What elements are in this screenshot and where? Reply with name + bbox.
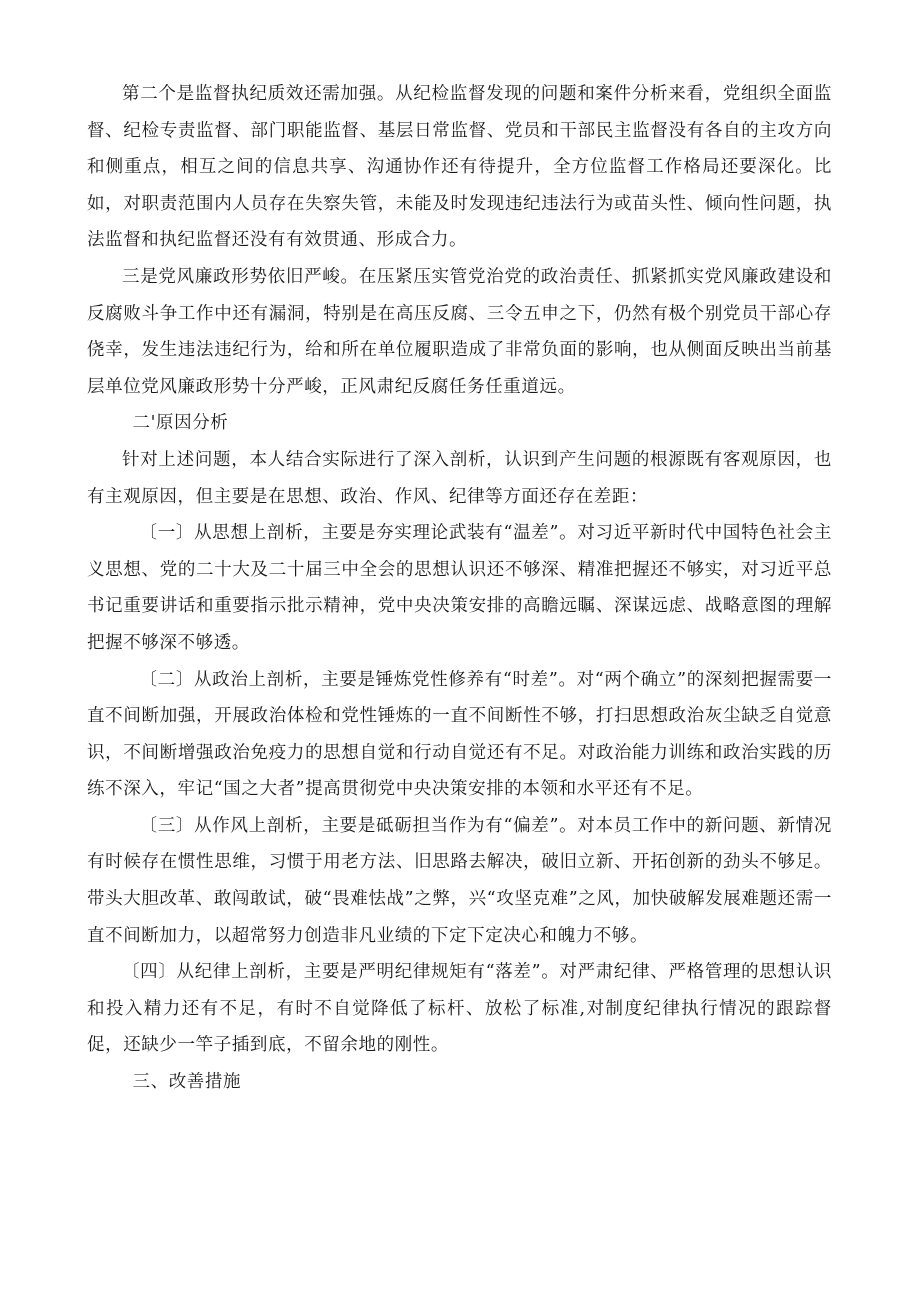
paragraph-analysis-intro: 针对上述问题，本人结合实际进行了深入剖析，认识到产生问题的根源既有客观原因，也有主观原因，但主要是在思想、政治、作风、纪律等方面还存在差距： [87, 449, 832, 507]
paragraph-integrity-situation: 三是党风廉政形势依旧严峻。在压紧压实管党治党的政治责任、抓紧抓实党风廉政建设和反腐败斗争工作中还有漏洞，特别是在高压反腐、三令五申之下，仍然有极个别党员干部心存侥幸，发生违法违纪行为，给和所在单位履职造成了非常负面的影响，也从侧面反映出当前基层单位党风廉政形势十分严峻，正风肃纪反腐任务任重道远。 [87, 266, 832, 397]
paragraph-style: 〔三〕从作风上剖析，主要是砥砺担当作为有“偏差”。对本员工作中的新问题、新情况有时候存在惯性思维，习惯于用老方法、旧思路去解决，破旧立新、开拓创新的劲头不够足。带头大胆改革、敢闯敢试，破“畏难怯战”之弊，兴“攻坚克难”之风，加快破解发展难题还需一直不间断加力，以超常努力创造非凡业绩的下定下定决心和魄力不够。 [87, 815, 832, 946]
paragraph-thought: 〔一〕从思想上剖析，主要是夯实理论武装有“温差”。对习近平新时代中国特色社会主义思想、党的二十大及二十届三中全会的思想认识还不够深、精准把握还不够实，对习近平总书记重要讲话和重要指示批示精神，党中央决策安排的高瞻远瞩、深谋远虑、战略意图的理解把握不够深不够透。 [87, 523, 832, 653]
section-heading-improvement: 三、改善措施 [132, 1072, 242, 1093]
paragraph-discipline: 〔四〕从纪律上剖析，主要是严明纪律规矩有“落差”。对严肃纪律、严格管理的思想认识和投入精力还有不足，有时不自觉降低了标杆、放松了标准,对制度纪律执行情况的跟踪督促，还缺少一竿子插到底，不留余地的刚性。 [87, 962, 832, 1056]
paragraph-politics: 〔二〕从政治上剖析，主要是锤炼党性修养有“时差”。对“两个确立”的深刻把握需要一直不间断加强，开展政治体检和党性锤炼的一直不间断性不够，打扫思想政治灰尘缺乏自觉意识，不间断增强政治免疫力的思想自觉和行动自觉还有不足。对政治能力训练和政治实践的历练不深入，牢记“国之大者”提高贯彻党中央决策安排的本领和水平还有不足。 [87, 669, 832, 800]
section-heading-cause-analysis: 二'原因分析 [132, 413, 229, 434]
paragraph-supervision: 第二个是监督执纪质效还需加强。从纪检监督发现的问题和案件分析来看，党组织全面监督、纪检专责监督、部门职能监督、基层日常监督、党员和干部民主监督没有各自的主攻方向和侧重点，相互之间的信息共享、沟通协作还有待提升，全方位监督工作格局还要深化。比如，对职责范围内人员存在失察失管，未能及时发现违纪违法行为或苗头性、倾向性问题，执法监督和执纪监督还没有有效贯通、形成合力。 [87, 84, 832, 251]
document-body [87, 76, 832, 1101]
